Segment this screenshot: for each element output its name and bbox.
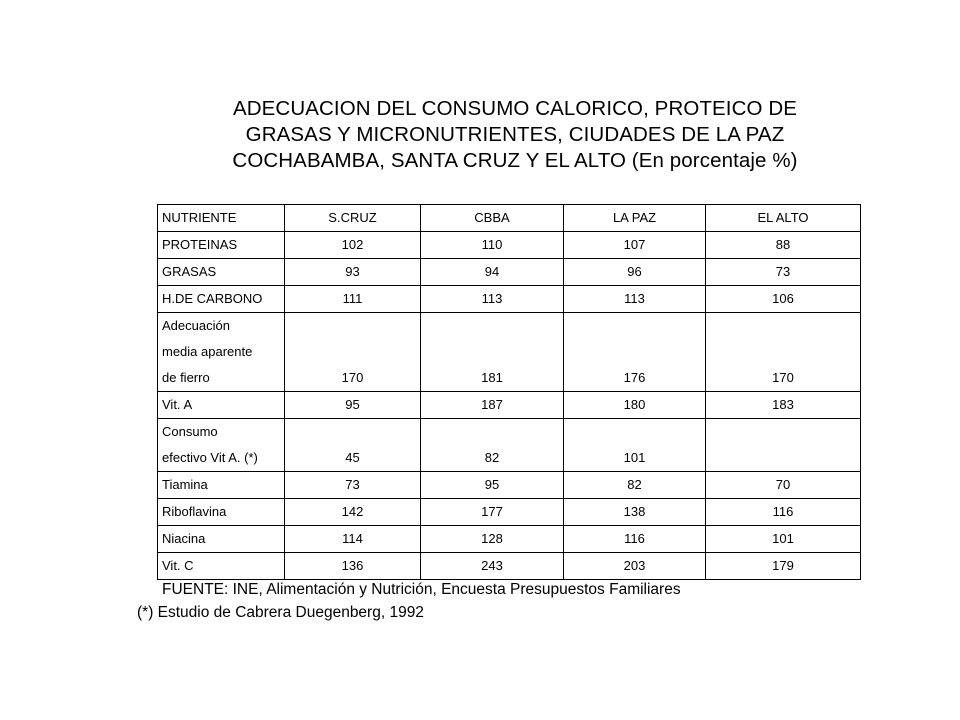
value-cell: 138 [564,499,706,526]
value-cell: 170 [285,313,421,392]
nutrient-name: H.DE CARBONO [162,291,263,306]
value-cell: 96 [564,259,706,286]
nutrient-name: Consumo [162,424,218,439]
value-cell: 142 [285,499,421,526]
column-header: EL ALTO [706,205,861,232]
nutrient-name-cell [158,313,285,392]
document-title [200,96,830,174]
value-cell: 82 [421,419,564,472]
value-cell: 114 [285,526,421,553]
value-cell: 179 [706,553,861,580]
value-cell: 106 [706,286,861,313]
value-cell: 180 [564,392,706,419]
nutrient-table [157,204,861,580]
nutrient-name-cell [158,553,285,580]
table-row [158,419,861,472]
value-cell: 110 [421,232,564,259]
value-cell: 177 [421,499,564,526]
nutrient-name-cell [158,526,285,553]
table-row [158,232,861,259]
value-cell: 95 [285,392,421,419]
nutrient-name: Niacina [162,531,206,546]
column-header: LA PAZ [564,205,706,232]
value-cell: 187 [421,392,564,419]
value-cell: 111 [285,286,421,313]
value-cell: 181 [421,313,564,392]
value-cell: 88 [706,232,861,259]
table-row [158,553,861,580]
nutrient-name: Vit. A [162,397,193,412]
value-cell: 243 [421,553,564,580]
nutrient-name-cell [158,259,285,286]
column-header: S.CRUZ [285,205,421,232]
footnote: (*) Estudio de Cabrera Duegenberg, 1992 [137,604,424,621]
value-cell [706,419,861,472]
value-cell: 93 [285,259,421,286]
value-cell: 113 [421,286,564,313]
nutrient-name-cell [158,472,285,499]
value-cell: 128 [421,526,564,553]
nutrient-name-cell [158,232,285,259]
nutrient-name-cell [158,499,285,526]
value-cell: 107 [564,232,706,259]
table-row [158,392,861,419]
source-note: FUENTE: INE, Alimentación y Nutrición, Encuesta Presupuestos Familiares [162,581,681,598]
nutrient-name-cell [158,392,285,419]
column-header: CBBA [421,205,564,232]
value-cell: 82 [564,472,706,499]
nutrient-name-cell [158,286,285,313]
value-cell: 116 [706,499,861,526]
nutrient-name: media aparente [162,344,253,359]
value-cell: 203 [564,553,706,580]
table-row [158,472,861,499]
value-cell: 70 [706,472,861,499]
table-row [158,313,861,392]
value-cell: 73 [706,259,861,286]
title-line-2: GRASAS Y MICRONUTRIENTES, CIUDADES DE LA PAZ [245,123,785,146]
table-row [158,286,861,313]
nutrient-name: PROTEINAS [162,237,238,252]
nutrient-name: Riboflavina [162,504,227,519]
table-header-row [158,205,861,232]
table-row [158,259,861,286]
value-cell: 176 [564,313,706,392]
column-header: NUTRIENTE [158,205,285,232]
nutrient-name: Adecuación [162,318,230,333]
value-cell: 101 [706,526,861,553]
value-cell: 102 [285,232,421,259]
value-cell: 95 [421,472,564,499]
nutrient-name: Tiamina [162,477,208,492]
nutrient-name: efectivo Vit A. (*) [162,450,258,465]
value-cell: 73 [285,472,421,499]
table-row [158,499,861,526]
value-cell: 101 [564,419,706,472]
value-cell: 136 [285,553,421,580]
nutrient-name: de fierro [162,370,210,385]
value-cell: 94 [421,259,564,286]
nutrient-name: GRASAS [162,264,217,279]
table-row [158,526,861,553]
title-line-1: ADECUACION DEL CONSUMO CALORICO, PROTEICO DE [232,97,798,120]
value-cell: 183 [706,392,861,419]
nutrient-name-cell [158,419,285,472]
value-cell: 170 [706,313,861,392]
nutrient-name: Vit. C [162,558,194,573]
value-cell: 116 [564,526,706,553]
title-line-3: COCHABAMBA, SANTA CRUZ Y EL ALTO (En porcentaje %) [232,149,798,172]
value-cell: 113 [564,286,706,313]
value-cell: 45 [285,419,421,472]
